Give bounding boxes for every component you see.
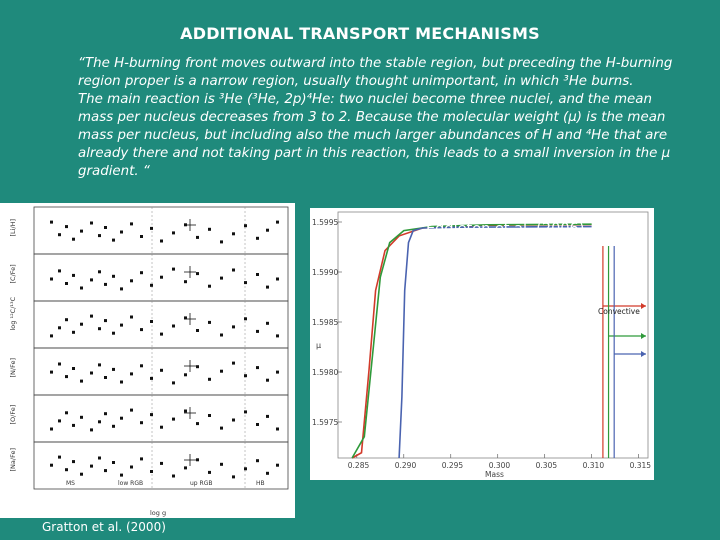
data-marker: [276, 464, 279, 467]
data-marker: [65, 225, 68, 228]
data-marker: [220, 334, 223, 337]
data-marker: [220, 370, 223, 373]
data-marker: [104, 283, 107, 286]
y-tick-label: 1.5990: [312, 268, 339, 277]
panel-label: [O/Fe]: [9, 404, 17, 425]
data-marker: [244, 467, 247, 470]
data-marker: [80, 380, 83, 383]
data-marker: [112, 368, 115, 371]
data-marker: [58, 419, 61, 422]
data-marker: [120, 287, 123, 290]
data-marker: [140, 271, 143, 274]
data-marker: [184, 410, 187, 413]
data-marker: [208, 285, 211, 288]
mass-composition-label: [426, 404, 526, 450]
data-marker: [80, 416, 83, 419]
data-marker: [220, 463, 223, 466]
data-marker: [276, 371, 279, 374]
data-marker: [65, 282, 68, 285]
data-marker: [184, 466, 187, 469]
data-marker: [90, 428, 93, 431]
data-marker: [104, 226, 107, 229]
data-marker: [232, 362, 235, 365]
data-marker: [160, 426, 163, 429]
data-marker: [244, 374, 247, 377]
x-tick-label: 0.295: [441, 461, 464, 470]
data-marker: [276, 278, 279, 281]
data-marker: [140, 328, 143, 331]
data-marker: [160, 369, 163, 372]
data-marker: [172, 325, 175, 328]
data-marker: [72, 331, 75, 334]
data-marker: [140, 235, 143, 238]
data-marker: [266, 415, 269, 418]
data-marker: [184, 280, 187, 283]
data-marker: [196, 365, 199, 368]
data-marker: [276, 334, 279, 337]
data-marker: [160, 333, 163, 336]
data-marker: [232, 269, 235, 272]
data-marker: [104, 319, 107, 322]
data-marker: [58, 326, 61, 329]
data-marker: [90, 465, 93, 468]
data-marker: [244, 317, 247, 320]
data-marker: [232, 475, 235, 478]
data-marker: [104, 469, 107, 472]
data-marker: [120, 381, 123, 384]
data-marker: [80, 323, 83, 326]
data-marker: [256, 459, 259, 462]
data-marker: [184, 373, 187, 376]
data-marker: [98, 234, 101, 237]
slide-title: ADDITIONAL TRANSPORT MECHANISMS: [180, 24, 540, 43]
data-marker: [244, 281, 247, 284]
abundance-panels-figure: [0, 203, 295, 518]
x-tick-label: 0.310: [582, 461, 605, 470]
data-marker: [120, 231, 123, 234]
data-marker: [90, 278, 93, 281]
data-marker: [80, 287, 83, 290]
data-marker: [196, 272, 199, 275]
convective-label: Convective: [598, 307, 640, 316]
data-marker: [196, 329, 199, 332]
mass-label-suffix: solar: [457, 406, 504, 422]
data-marker: [208, 414, 211, 417]
data-marker: [65, 375, 68, 378]
x-tick-label: 0.285: [347, 461, 370, 470]
data-marker: [65, 411, 68, 414]
data-marker: [140, 421, 143, 424]
x-axis-label: log g: [150, 509, 167, 517]
quote-paragraph-2: The main reaction is ³He (³He, 2p)⁴He: two nuclei become three nuclei, and the mean mass per nucleus decreases from 3 to 2. Because the molecular weight (μ) is the mean mass per nucleus, but including also the much larger abundances of H and ⁴He that are already there and not taking part in this reaction, this leads to a small inversion in the μ gradient. “: [78, 92, 671, 179]
data-marker: [276, 428, 279, 431]
data-marker: [172, 231, 175, 234]
data-marker: [266, 472, 269, 475]
mass-label-composition: composition: [426, 431, 526, 448]
mass-label-prefix: 1M: [426, 406, 451, 422]
data-marker: [220, 427, 223, 430]
quote-paragraph-1: “The H-burning front moves outward into the stable region, but preceding the H-burning region proper is a narrow region, usually thought unimportant, in which ³He burns.: [78, 56, 673, 89]
data-marker: [256, 273, 259, 276]
data-marker: [266, 286, 269, 289]
data-marker: [220, 240, 223, 243]
abundance-panel-3: [34, 301, 288, 348]
quote-text: [78, 55, 678, 181]
data-marker: [276, 221, 279, 224]
y-axis-label: μ: [316, 341, 322, 350]
data-marker: [72, 238, 75, 241]
data-marker: [140, 457, 143, 460]
data-marker: [150, 377, 153, 380]
data-marker: [196, 422, 199, 425]
data-marker: [72, 367, 75, 370]
data-marker: [244, 224, 247, 227]
arrowhead-icon: [641, 351, 646, 357]
stage-label: up RGB: [190, 480, 213, 487]
data-marker: [150, 227, 153, 230]
data-marker: [256, 366, 259, 369]
left-figure-credit: Gratton et al. (2000): [42, 520, 166, 534]
panel-label: [Na/Fe]: [9, 448, 17, 472]
data-marker: [172, 475, 175, 478]
x-tick-label: 0.290: [394, 461, 417, 470]
data-marker: [72, 424, 75, 427]
arrowhead-icon: [641, 303, 646, 309]
data-marker: [208, 378, 211, 381]
data-marker: [130, 222, 133, 225]
data-marker: [130, 372, 133, 375]
data-marker: [232, 419, 235, 422]
x-axis-label: Mass: [485, 470, 504, 479]
stage-label: MS: [66, 480, 75, 487]
data-marker: [50, 221, 53, 224]
data-marker: [160, 240, 163, 243]
data-marker: [120, 474, 123, 477]
data-marker: [104, 376, 107, 379]
data-marker: [50, 464, 53, 467]
data-marker: [50, 371, 53, 374]
data-marker: [72, 460, 75, 463]
data-marker: [112, 461, 115, 464]
data-marker: [150, 470, 153, 473]
data-marker: [150, 284, 153, 287]
data-marker: [208, 228, 211, 231]
x-tick-label: 0.305: [535, 461, 558, 470]
data-marker: [104, 412, 107, 415]
abundance-panel-1: [34, 207, 288, 254]
data-marker: [220, 277, 223, 280]
data-marker: [98, 363, 101, 366]
data-marker: [196, 458, 199, 461]
data-marker: [172, 418, 175, 421]
data-marker: [150, 320, 153, 323]
data-marker: [112, 275, 115, 278]
data-marker: [130, 316, 133, 319]
data-marker: [120, 417, 123, 420]
data-marker: [120, 324, 123, 327]
x-tick-label: 0.315: [629, 461, 652, 470]
x-tick-label: 0.300: [488, 461, 511, 470]
data-marker: [58, 233, 61, 236]
data-marker: [80, 230, 83, 233]
data-marker: [232, 232, 235, 235]
data-marker: [160, 276, 163, 279]
data-marker: [232, 325, 235, 328]
figure-citation: Eggleton et al. (2006): [426, 221, 585, 237]
mass-label-subscript: 0: [450, 413, 458, 425]
data-marker: [130, 466, 133, 469]
data-marker: [90, 372, 93, 375]
data-marker: [90, 222, 93, 225]
panel-label: [N/Fe]: [9, 357, 17, 378]
data-marker: [98, 457, 101, 460]
data-marker: [50, 428, 53, 431]
data-marker: [256, 330, 259, 333]
data-marker: [130, 409, 133, 412]
data-marker: [266, 322, 269, 325]
panel-label: log ¹²C/¹³C: [9, 296, 17, 331]
data-marker: [256, 423, 259, 426]
data-marker: [65, 468, 68, 471]
data-marker: [98, 420, 101, 423]
y-tick-label: 1.5975: [312, 418, 339, 427]
data-marker: [266, 229, 269, 232]
data-marker: [58, 456, 61, 459]
data-marker: [172, 381, 175, 384]
data-marker: [112, 332, 115, 335]
data-marker: [130, 279, 133, 282]
y-tick-label: 1.5995: [312, 218, 339, 227]
arrowhead-icon: [641, 333, 646, 339]
panel-label: [C/Fe]: [9, 264, 17, 284]
stage-label: low RGB: [118, 480, 144, 487]
data-marker: [50, 334, 53, 337]
data-marker: [172, 268, 175, 271]
data-marker: [112, 239, 115, 242]
data-marker: [244, 410, 247, 413]
y-tick-label: 1.5985: [312, 318, 339, 327]
data-marker: [150, 413, 153, 416]
data-marker: [256, 237, 259, 240]
data-marker: [208, 321, 211, 324]
panel-label: [Li/H]: [9, 218, 17, 237]
data-marker: [208, 471, 211, 474]
data-marker: [98, 270, 101, 273]
data-marker: [72, 274, 75, 277]
y-tick-label: 1.5980: [312, 368, 339, 377]
abundance-panel-5: [34, 395, 288, 442]
data-marker: [196, 236, 199, 239]
data-marker: [98, 327, 101, 330]
data-marker: [65, 318, 68, 321]
data-marker: [58, 363, 61, 366]
data-marker: [80, 473, 83, 476]
stage-label: HB: [256, 480, 265, 487]
data-marker: [58, 269, 61, 272]
data-marker: [160, 462, 163, 465]
data-marker: [90, 315, 93, 318]
data-marker: [112, 425, 115, 428]
data-marker: [50, 278, 53, 281]
data-marker: [140, 364, 143, 367]
left-figure: [0, 203, 295, 518]
data-marker: [266, 379, 269, 382]
